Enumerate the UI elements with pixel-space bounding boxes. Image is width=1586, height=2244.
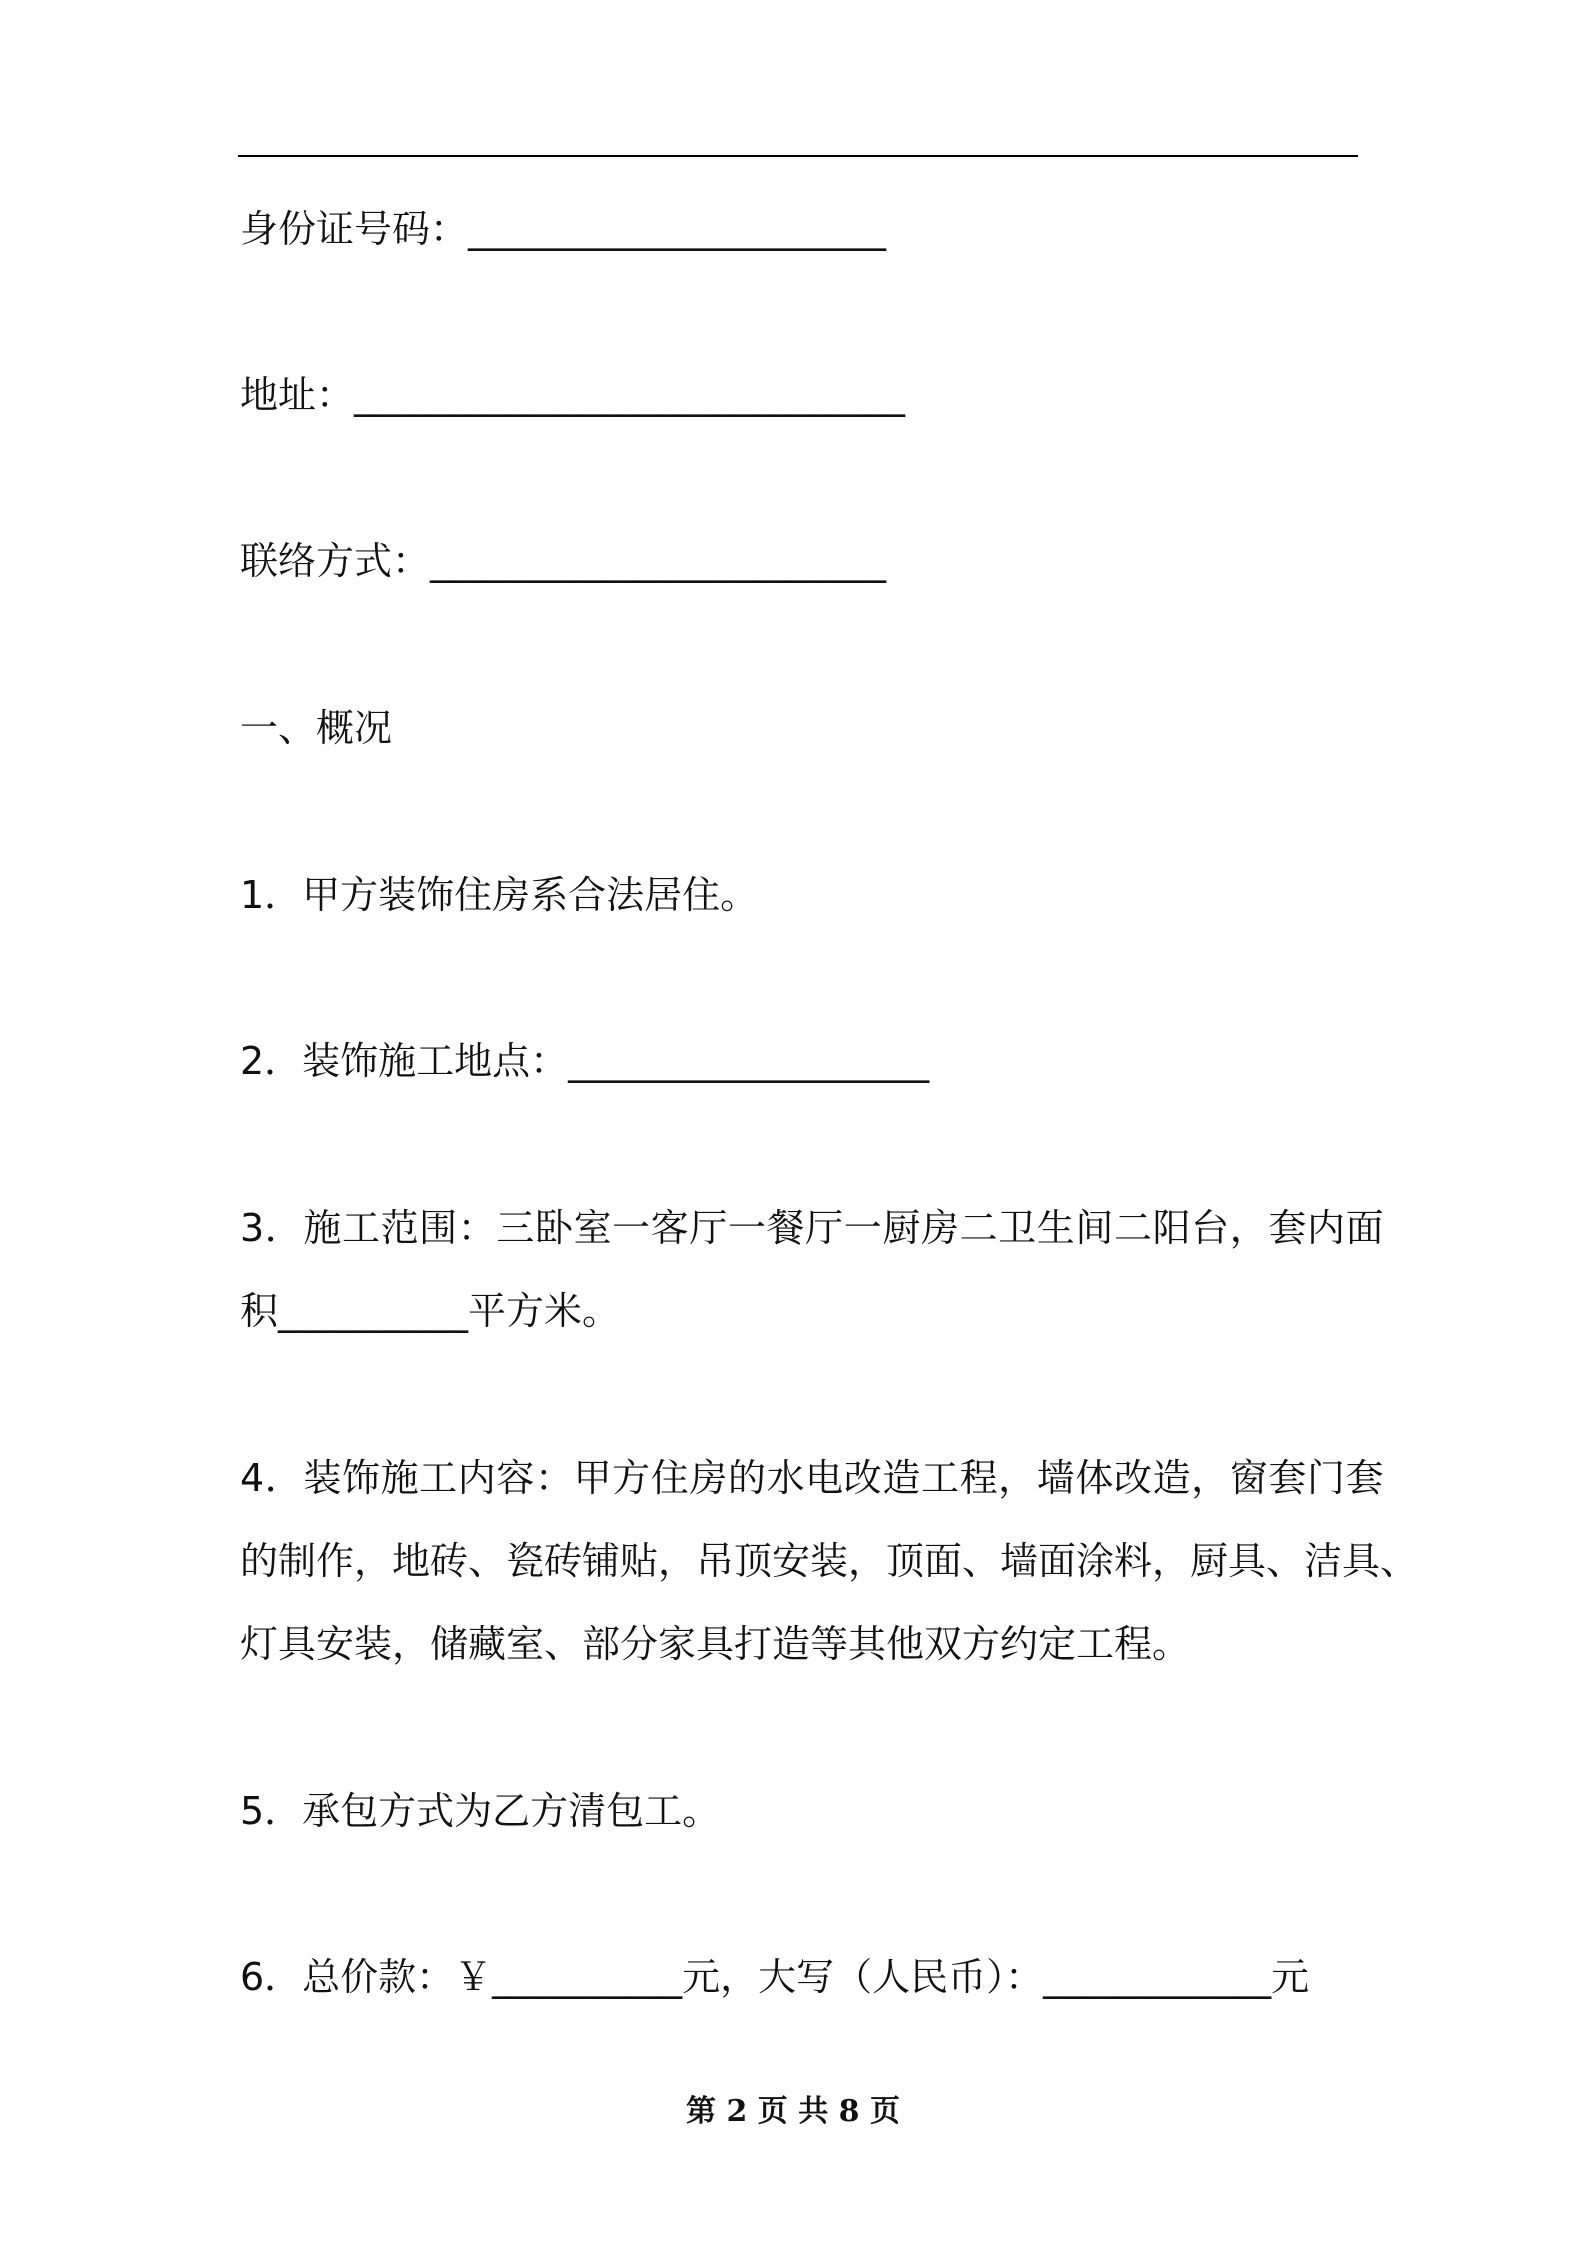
page-number: 第 2 页 共 8 页 [686, 2094, 900, 2129]
clause-2-location: 2．装饰施工地点：___________________ [240, 1039, 930, 1083]
clause-1: 1．甲方装饰住房系合法居住。 [240, 873, 759, 917]
clause-3-line-1: 3．施工范围：三卧室一客厅一餐厅一厨房二卫生间二阳台，套内面 [240, 1206, 1385, 1250]
clause-4-line-2: 的制作，地砖、瓷砖铺贴，吊顶安装，顶面、墙面涂料，厨具、洁具、 [240, 1539, 1419, 1583]
clause-5: 5．承包方式为乙方清包工。 [240, 1789, 721, 1833]
id-number-field: 身份证号码：______________________ [240, 207, 887, 251]
contact-field: 联络方式：________________________ [240, 539, 887, 583]
section-heading-overview: 一、概况 [240, 706, 393, 750]
clause-6-price: 6．总价款：￥__________元，大写（人民币）：____________元 [240, 1955, 1310, 1999]
clause-4-line-1: 4．装饰施工内容：甲方住房的水电改造工程，墙体改造，窗套门套 [240, 1456, 1385, 1500]
address-field: 地址：_____________________________ [240, 373, 906, 417]
clause-4-line-3: 灯具安装，储藏室、部分家具打造等其他双方约定工程。 [240, 1622, 1191, 1666]
clause-3-line-2: 积__________平方米。 [240, 1289, 621, 1333]
header-divider [238, 155, 1358, 157]
